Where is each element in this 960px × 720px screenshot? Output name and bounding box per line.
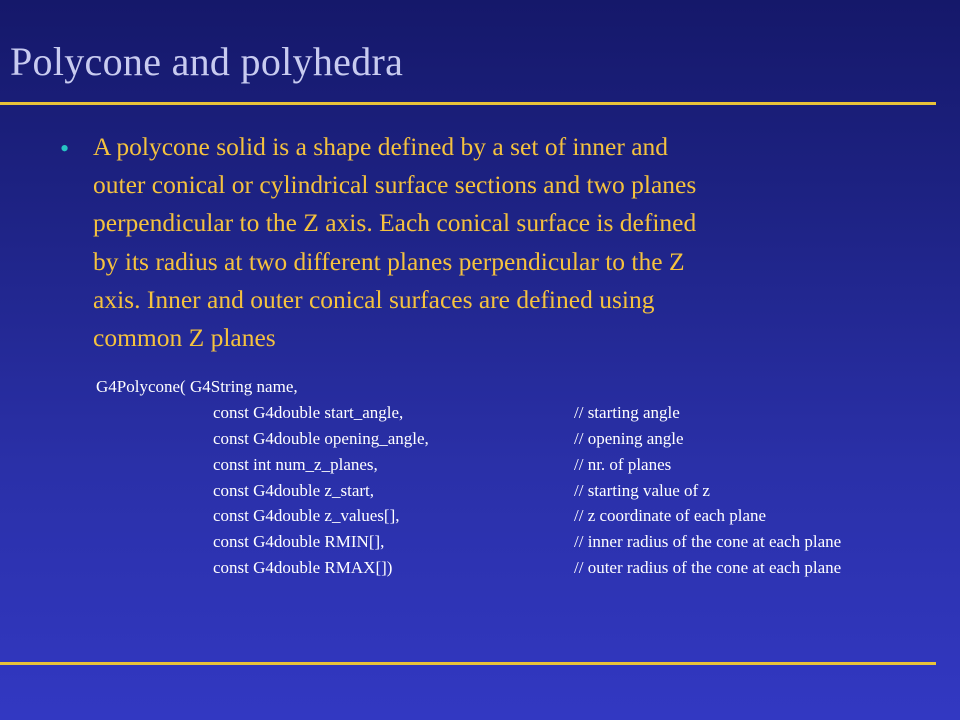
param-comment: // outer radius of the cone at each plane [574, 558, 842, 578]
param-comment: // z coordinate of each plane [574, 506, 767, 526]
param-comment: // inner radius of the cone at each plane [574, 532, 842, 552]
param-comment: // starting angle [574, 402, 680, 422]
param-row [96, 503, 767, 529]
bullet-line: common Z planes [93, 323, 276, 353]
param-row [96, 555, 842, 581]
code-block [96, 374, 842, 581]
bullet-marker: • [60, 134, 70, 163]
param-declaration: const G4double start_angle, [213, 402, 404, 422]
bullet-line: outer conical or cylindrical surface sections and two planes [93, 170, 697, 200]
param-row [96, 452, 672, 478]
constructor-signature: G4Polycone( G4String name, [96, 377, 298, 396]
param-row [96, 426, 684, 452]
param-declaration: const G4double RMIN[], [213, 532, 385, 552]
bullet-line: axis. Inner and outer conical surfaces are defined using [93, 284, 655, 314]
param-declaration: const G4double opening_angle, [213, 428, 429, 448]
param-row [96, 478, 710, 504]
param-row [96, 529, 842, 555]
title-divider [0, 102, 936, 105]
footer-divider [0, 662, 936, 665]
param-row [96, 400, 680, 426]
bullet-line: perpendicular to the Z axis. Each conical surface is defined [93, 208, 697, 238]
param-comment: // nr. of planes [574, 454, 672, 474]
bullet-line: by its radius at two different planes perpendicular to the Z [93, 246, 685, 276]
bullet-paragraph [93, 128, 883, 357]
param-declaration: const G4double RMAX[]) [213, 558, 393, 578]
param-comment: // opening angle [574, 428, 684, 448]
param-comment: // starting value of z [574, 480, 710, 500]
param-declaration: const G4double z_start, [213, 480, 374, 500]
param-declaration: const int num_z_planes, [213, 454, 378, 474]
slide-title: Polycone and polyhedra [10, 39, 404, 84]
bullet-line: A polycone solid is a shape defined by a set of inner and [93, 132, 669, 161]
param-declaration: const G4double z_values[], [213, 506, 400, 526]
